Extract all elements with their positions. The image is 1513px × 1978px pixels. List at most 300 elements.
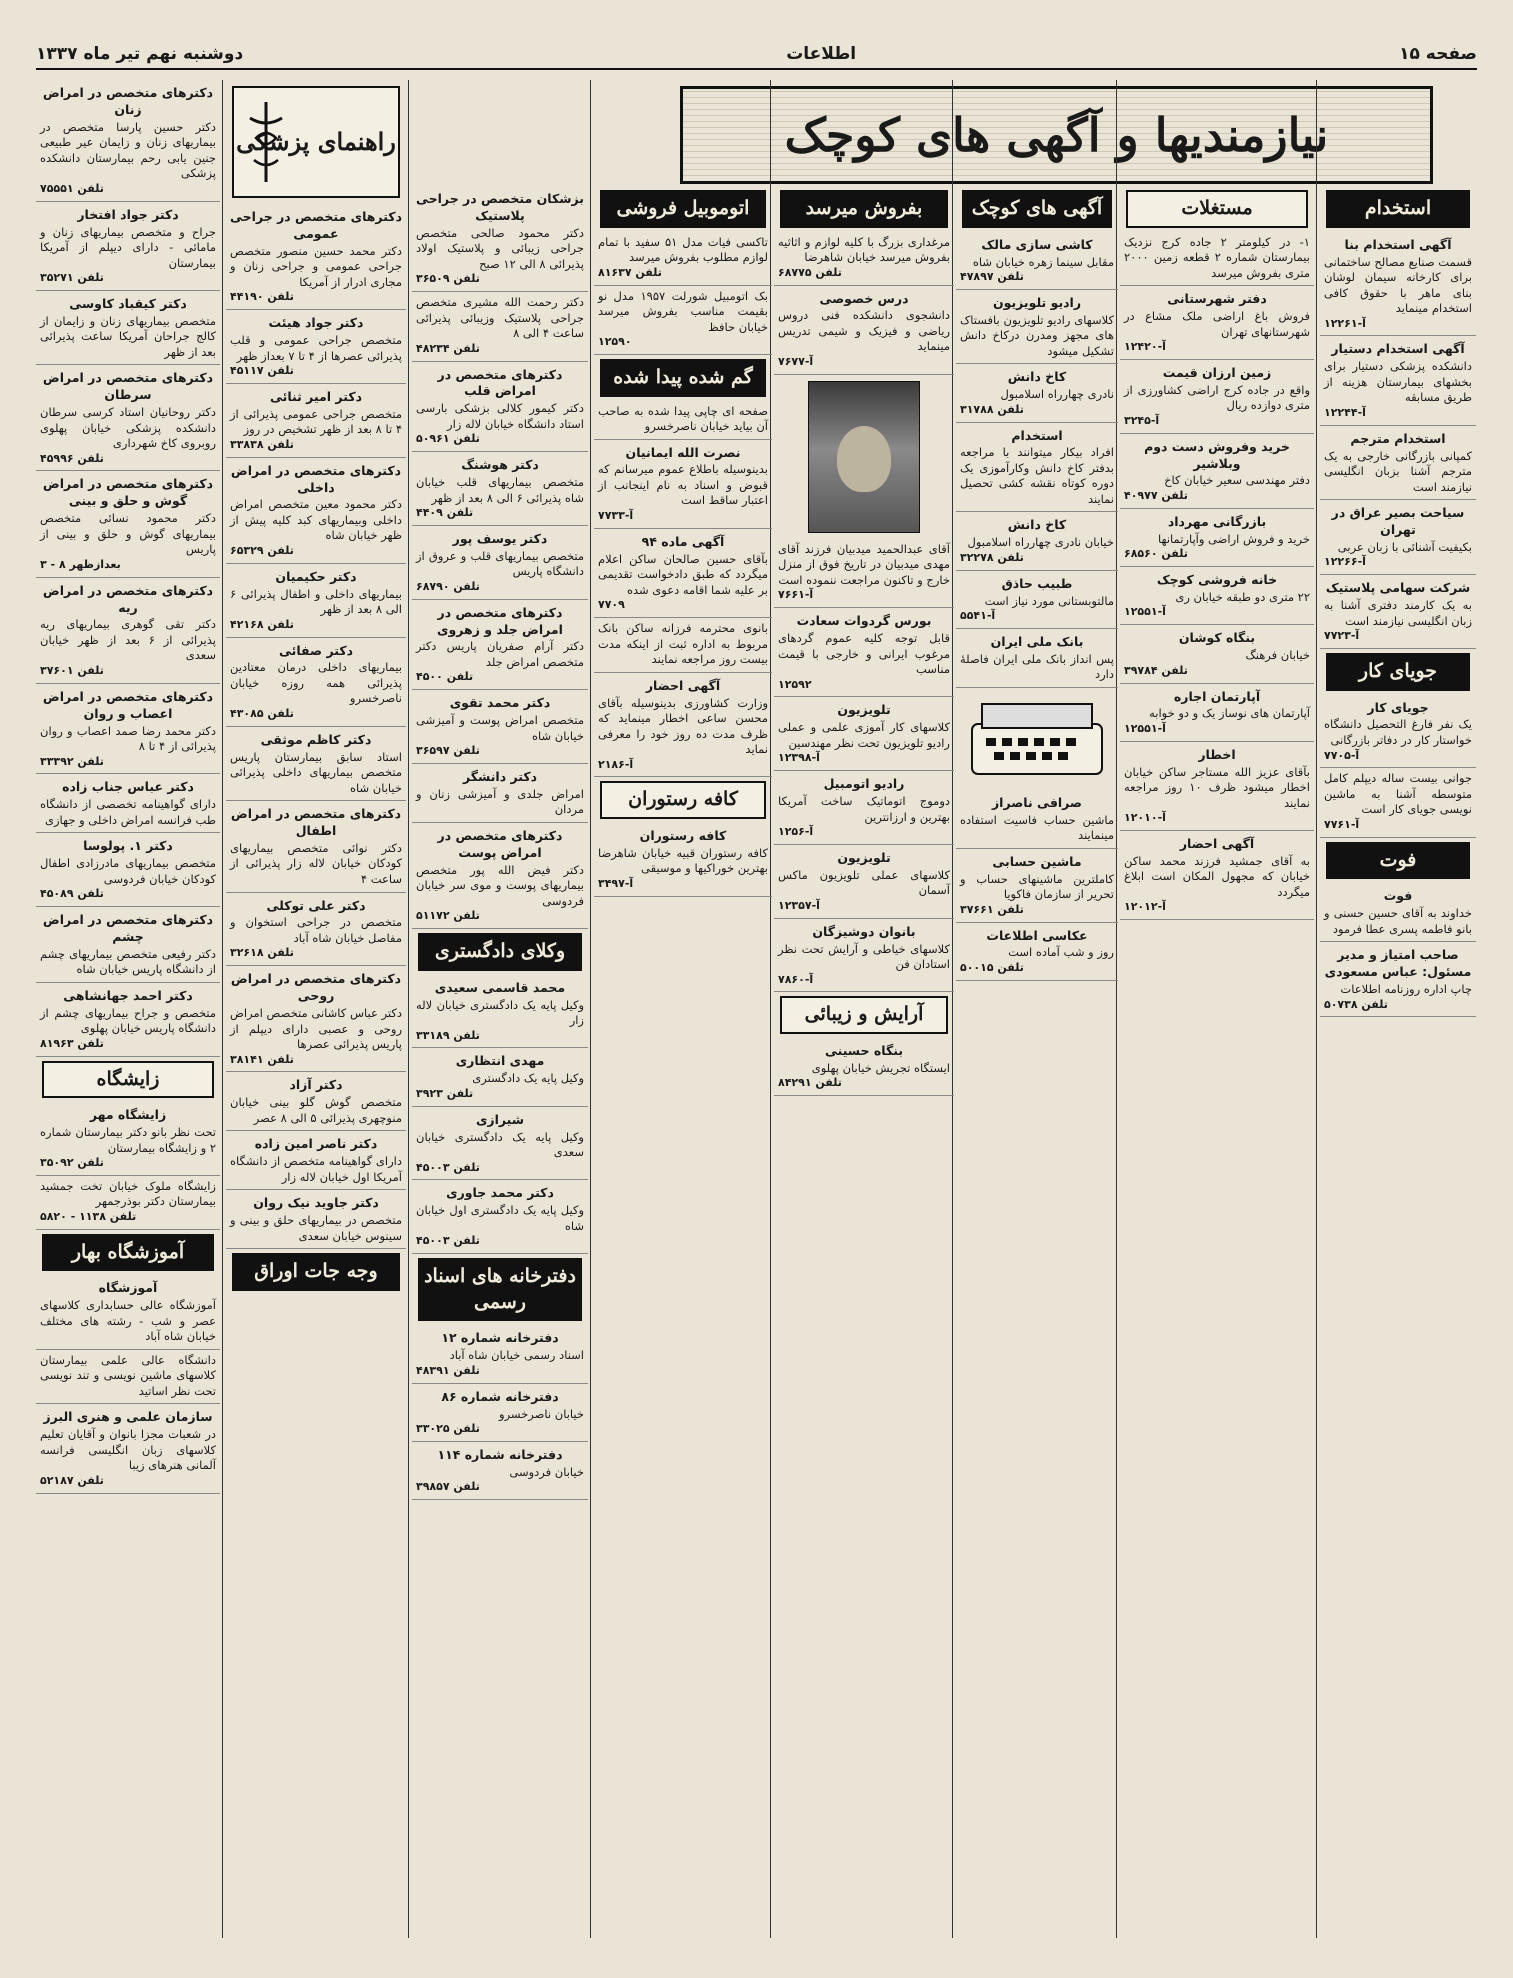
classified-ad bbox=[1320, 232, 1476, 337]
classified-ad bbox=[1120, 232, 1314, 287]
ad-text: بکیفیت آشنائی با زبان عربی bbox=[1337, 539, 1472, 554]
ad-phone: ۷۷۰۹ bbox=[598, 598, 625, 612]
ad-text: دانشجوی دانشکده فنی دروس ریاضی و فیزیک و شیمی تدریس مینماید bbox=[778, 308, 950, 354]
classified-ad bbox=[36, 365, 220, 471]
ad-heading: سازمان علمی و هنری البرز bbox=[43, 1409, 213, 1425]
ad-heading: دکترهای متخصص در امراض ریه bbox=[42, 582, 214, 615]
ad-phone: تلفن ۳۳۸۳۸ bbox=[230, 437, 294, 451]
section-title: نیازمندیها و آگهی های کوچک bbox=[680, 86, 1433, 184]
ad-heading: دکتر علی توکلی bbox=[266, 897, 366, 913]
ad-text: نادری چهارراه اسلامبول bbox=[1000, 387, 1114, 402]
ad-phone: آ-۱۲۰۱۲ bbox=[1124, 900, 1166, 914]
ad-text: به یک کارمند دفتری آشنا به زبان انگلیسی نیازمند است bbox=[1324, 598, 1472, 628]
ad-text: وکیل پایه یک دادگستری اول خیابان شاه bbox=[416, 1203, 584, 1233]
column-employment bbox=[1320, 186, 1476, 1938]
ad-heading: آگهی استخدام بنا bbox=[1344, 236, 1452, 252]
ad-phone: تلفن ۳۲۲۷۸ bbox=[960, 550, 1024, 564]
ad-text: پس انداز بانک ملی ایران فاصلهٔ دارد bbox=[960, 651, 1114, 682]
classified-ad bbox=[1320, 942, 1476, 1017]
column-for-sale bbox=[774, 186, 954, 1938]
classified-ad bbox=[226, 564, 406, 638]
ad-heading: دکتر ناصر امین زاده bbox=[254, 1136, 378, 1152]
classified-ad bbox=[36, 80, 220, 202]
banner-notaries: دفترخانه های اسناد رسمی bbox=[418, 1258, 582, 1321]
ad-heading: دکتر احمد جهانشاهی bbox=[63, 987, 193, 1003]
ad-phone: تلفن ۴۰۹۷۷ bbox=[1124, 488, 1188, 502]
classified-ad bbox=[412, 1384, 588, 1442]
classified-ad bbox=[594, 673, 772, 778]
banner-small-ads: آگهی های کوچک bbox=[962, 190, 1112, 228]
ad-text: مرغداری بزرگ با کلیه لوازم و اثاثیه بفروش میرسد خیابان شاهرضا bbox=[778, 234, 950, 265]
ad-phone: آ-۷۷۶۱ bbox=[1324, 817, 1360, 831]
classified-ad bbox=[226, 1072, 406, 1131]
ad-heading: آگهی احضار bbox=[645, 677, 721, 693]
classified-ad bbox=[226, 1190, 406, 1249]
ad-heading: آگهی ماده ۹۴ bbox=[641, 533, 725, 549]
classified-ad bbox=[594, 286, 772, 355]
ad-phone: تلفن ۳۷۶۶۱ bbox=[960, 902, 1024, 916]
ad-text: در شعبات مجزا بانوان و آقایان تعلیم کلاسهای زبان انگلیسی فرانسه آلمانی هنرهای زیبا bbox=[40, 1427, 216, 1473]
classified-ad bbox=[956, 790, 1118, 849]
ad-text: امراض جلدی و آمیزشی زنان و مردان bbox=[416, 786, 584, 817]
ad-phone: تلفن ۳۱۷۸۸ bbox=[960, 402, 1024, 416]
column-divider bbox=[408, 80, 409, 1938]
ad-heading: صاحب امتیاز و مدیر مسئول: عباس مسعودی bbox=[1324, 947, 1472, 980]
classified-ad bbox=[36, 833, 220, 907]
banner-real-estate: مستغلات bbox=[1126, 190, 1308, 228]
ad-phone: تلفن ۳۵۲۷۱ bbox=[40, 271, 104, 285]
ad-text: وکیل پایه یک دادگستری bbox=[472, 1071, 584, 1086]
banner-cafe: کافه رستوران bbox=[600, 781, 766, 819]
ad-phone: تلفن ۸۱۹۶۳ bbox=[40, 1036, 104, 1050]
column-doctors-1 bbox=[36, 80, 220, 1938]
ad-text: استاد سابق بیمارستان پاریس متخصص بیماریهای داخلی پذیرائی خیابان شاه bbox=[230, 749, 402, 795]
typewriter-illustration bbox=[956, 694, 1118, 784]
ad-heading: دکتر یوسف پور bbox=[452, 530, 548, 546]
column-divider bbox=[1316, 80, 1317, 1938]
ad-phone: آ-۷۸۶۰ bbox=[778, 972, 814, 986]
ad-text: اسناد رسمی خیابان شاه آباد bbox=[449, 1348, 584, 1363]
ad-phone: آ-۱۲۵۶ bbox=[778, 825, 814, 839]
ad-text: دارای گواهینامه تخصصی از دانشگاه طب فرانسه امراض داخلی و جهازی bbox=[40, 797, 216, 827]
ad-text: خرید و فروش اراضی وآپارتمانها bbox=[1158, 531, 1310, 546]
ad-phone: تلفن ۳۵۰۹۲ bbox=[40, 1156, 104, 1170]
ad-text: متخصص جراحی عمومی پذیرائی از ۴ تا ۸ بعد از ظهر تشخیص در روز bbox=[230, 406, 402, 437]
ad-text: متخصص در جراحی استخوان و مفاصل خیابان شاه آباد bbox=[230, 915, 402, 945]
classified-ad bbox=[1120, 742, 1314, 831]
ad-heading: بانک ملی ایران bbox=[990, 633, 1084, 649]
ad-heading: دفترخانه شماره ۱۲ bbox=[441, 1330, 559, 1346]
ad-text: دکتر حسین پارسا متخصص در بیماریهای زنان و زایمان عیر طبیعی جنین یابی رحم بیمارستان دانشکده پزشکی bbox=[40, 119, 216, 181]
ad-phone: آ-۷۶۷۷ bbox=[778, 354, 814, 368]
ad-text: خیابان ناصرخسرو bbox=[499, 1406, 584, 1421]
classified-ad bbox=[594, 401, 772, 440]
classified-ad bbox=[36, 684, 220, 775]
classified-ad bbox=[1320, 575, 1476, 649]
ad-phone: آ-۱۲۰۱۰ bbox=[1124, 811, 1166, 825]
classified-ad bbox=[594, 823, 772, 897]
ad-heading: زایشگاه مهر bbox=[89, 1107, 167, 1123]
ad-text: دوموج اتوماتیک ساخت آمریکا بهترین و ارزانترین bbox=[778, 794, 950, 824]
ad-text: بدینوسیله باطلاع عموم میرسانم که قبوض و اسناد به نام اینجانب از اعتبار ساقط است bbox=[598, 462, 768, 508]
ad-heading: رادیو تلویزیون bbox=[992, 294, 1082, 310]
classified-ad bbox=[36, 774, 220, 833]
ad-heading: استخدام bbox=[1011, 427, 1063, 443]
ad-text: خداوند به آقای حسین حسنی و بانو فاطمه پسری عطا فرمود bbox=[1324, 906, 1472, 936]
ad-text: بیماریهای داخلی و اطفال پذیرائی ۶ الی ۸ بعد از ظهر bbox=[230, 586, 402, 617]
ad-text: واقع در جاده کرج اراضی کشاورزی از متری دوازده ریال bbox=[1124, 382, 1310, 413]
ad-heading: محمد قاسمی سعیدی bbox=[434, 979, 566, 995]
ad-text: ایستگاه تجریش خیابان پهلوی bbox=[811, 1060, 950, 1075]
ad-heading: زمین ارزان قیمت bbox=[1162, 364, 1272, 380]
ad-phone: ۱۲۵۹۲ bbox=[778, 677, 812, 691]
ad-heading: دکتر آزاد bbox=[289, 1077, 343, 1093]
classified-ad bbox=[36, 1275, 220, 1349]
ad-phone: تلفن ۵۱۱۷۲ bbox=[416, 909, 480, 923]
ad-heading: دفتر شهرستانی bbox=[1167, 291, 1267, 307]
ad-heading: دکترهای متخصص در امراض اطفال bbox=[230, 806, 402, 839]
classified-ad bbox=[774, 1038, 954, 1096]
ad-heading: دکترهای متخصص در امراض سرطان bbox=[42, 370, 214, 403]
classified-ad bbox=[956, 512, 1118, 570]
medical-guide-logo: راهنمای پزشکی bbox=[232, 86, 400, 198]
ad-text: دکتر محمد حسین منصور متخصص جراحی عمومی و جراحی زنان و مجاری ادرار از آمریکا bbox=[230, 243, 402, 289]
ad-heading: دکترهای متخصص در امراض قلب bbox=[437, 366, 563, 399]
classified-ad bbox=[412, 600, 588, 691]
classified-ad bbox=[226, 1131, 406, 1190]
classified-ad bbox=[36, 907, 220, 983]
ad-text: کافه رستوران قبیه خیابان شاهرضا بهترین خوراکیها و موسیقی bbox=[598, 845, 768, 876]
ad-heading: نصرت الله ایمانیان bbox=[625, 444, 741, 460]
ad-text: دانشکده پزشکی دستیار برای بخشهای بیمارستان هزینه از طریق مسابقه bbox=[1324, 359, 1472, 405]
ad-text: صفحه ای چاپی پیدا شده به صاحب آن بیاید خیابان ناصرخسرو bbox=[598, 403, 768, 434]
classified-ad bbox=[956, 923, 1118, 981]
ad-text: فروش باغ اراضی ملک مشاع در شهرستانهای تهران bbox=[1124, 309, 1310, 339]
classified-ad bbox=[594, 440, 772, 529]
ad-heading: کافه رستوران bbox=[639, 828, 727, 844]
ad-text: کلاسهای عملی تلویزیون ماکس آسمان bbox=[778, 867, 950, 898]
classified-ad bbox=[226, 727, 406, 801]
ad-heading: آگهی احضار bbox=[1179, 836, 1255, 851]
ad-text: دکتر کیمور کلالی بزشکی بارسی استاد دانشگاه خیابان لاله زار bbox=[416, 401, 584, 431]
ad-text: متخصص گوش گلو بینی خیابان منوچهری پذیرائی ۵ الی ۸ عصر bbox=[230, 1095, 402, 1125]
classified-ad bbox=[412, 764, 588, 823]
ad-text: تحت نظر بانو دکتر بیمارستان شماره ۲ و زایشگاه بیمارستان bbox=[40, 1125, 216, 1155]
ad-phone: تلفن ۳۶۵۰۹ bbox=[416, 272, 480, 286]
classified-ad bbox=[1120, 567, 1314, 625]
ad-text: دکتر عباس کاشانی متخصص امراض روحی و عصبی دارای دیپلم از پاریس پذیرائی عصرها bbox=[230, 1006, 402, 1052]
classified-ad bbox=[36, 983, 220, 1057]
classified-ad bbox=[1320, 768, 1476, 837]
ad-heading: دکترهای متخصص در امراض اعصاب و روان bbox=[42, 688, 214, 721]
ad-text: کلاسهای رادیو تلویزیون بافستاک های مجهز ومدرن درکاخ دانش تشکیل میشود bbox=[960, 312, 1114, 358]
ad-text: بانوی محترمه فرزانه ساکن بانک مربوط به اداره ثبت از اینکه مدت بیست روز مراجعه نمایند bbox=[598, 621, 768, 667]
ad-phone: آ-۷۷۳۳ bbox=[598, 509, 634, 522]
ad-heading: دکترهای متخصص در امراض پوست bbox=[437, 827, 563, 860]
ad-heading: بانوان دوشیزگان bbox=[812, 923, 916, 939]
classified-ad bbox=[774, 539, 954, 608]
classified-ad bbox=[956, 364, 1118, 422]
ad-phone: تلفن ۴۲۱۶۸ bbox=[230, 617, 294, 631]
ad-heading: دکترهای متخصص در امراض چشم bbox=[42, 912, 214, 944]
column-divider bbox=[590, 80, 591, 1938]
ad-text: دکتر محمود صالحی متخصص جراحی زیبائی و پلاستیک اولاد پذیرائی ۸ الی ۱۲ صبح bbox=[416, 225, 584, 271]
ad-text: افراد بیکار میتوانند با مراجعه بدفتر کاخ دانش وکارآموزی یک دوره کوتاه نقشه کشی تحصیل نمایند bbox=[960, 445, 1114, 506]
ad-heading: دکتر جاوید نیک روان bbox=[253, 1195, 379, 1211]
ad-heading: طبیب حاذق bbox=[1001, 575, 1073, 591]
classified-ad bbox=[412, 1048, 588, 1106]
ad-phone: تلفن ۶۸۵۶۰ bbox=[1124, 547, 1188, 561]
ad-phone: تلفن ۴۵۱۱۷ bbox=[230, 364, 294, 378]
ad-phone: تلفن ۴۳۰۸۵ bbox=[230, 706, 294, 720]
ad-text: دکتر فیض الله پور متخصص بیماریهای پوست و موی سر خیابان فردوسی bbox=[416, 862, 584, 908]
classified-ad bbox=[956, 290, 1118, 364]
ad-phone: آ-۱۲۲۶۶ bbox=[1324, 555, 1366, 569]
classified-ad bbox=[774, 608, 954, 697]
banner-misc-services: وجه جات اوراق bbox=[232, 1253, 400, 1291]
classified-ad bbox=[956, 849, 1118, 923]
ad-text: متخصص جراحی عمومی و قلب پذیرائی عصرها از ۴ تا ۷ بعداز ظهر bbox=[230, 333, 402, 363]
banner-lawyers: وکلای دادگستری bbox=[418, 933, 582, 971]
ad-text: دکتر محمد رضا صمد اعصاب و روان پذیرائی از ۴ تا ۸ bbox=[40, 723, 216, 754]
ad-heading: سیاحت بصیر عراق در تهران bbox=[1331, 505, 1465, 537]
classified-ad bbox=[226, 638, 406, 727]
ad-text: یک نفر فارغ التحصیل دانشگاه خواستار کار در دفاتر بازرگانی bbox=[1324, 717, 1472, 747]
classified-ad bbox=[412, 1325, 588, 1383]
ad-text: متخصص امراض پوست و آمیزشی خیابان شاه bbox=[416, 713, 584, 743]
classified-ad bbox=[36, 578, 220, 684]
ad-text: خیابان فردوسی bbox=[509, 1464, 584, 1479]
ad-text: دکتر روحانیان استاد کرسی سرطان دانشکده پزشکی خیابان پهلوی روبروی کاخ شهرداری bbox=[40, 405, 216, 451]
ad-phone: تلفن ۳۹۷۸۴ bbox=[1124, 663, 1188, 677]
banner-lost-found: گم شده پیدا شده bbox=[600, 359, 766, 397]
classified-ad bbox=[412, 1180, 588, 1254]
ad-phone: تلفن ۴۸۳۹۱ bbox=[416, 1363, 480, 1377]
ad-phone: تلفن ۵۰۷۳۸ bbox=[1324, 997, 1388, 1011]
ad-text: بک اتومبیل شورلت ۱۹۵۷ مدل نو بقیمت مناسب بفروش میرسد خیابان حافظ bbox=[598, 288, 768, 334]
ad-text: دارای گواهینامه متخصص از دانشگاه آمریکا اول خیابان لاله زار bbox=[230, 1154, 402, 1184]
ad-heading: تلویزیون bbox=[837, 702, 891, 718]
ad-phone: تلفن ۳۳۱۸۹ bbox=[416, 1028, 480, 1042]
ad-text: خیابان فرهنگ bbox=[1245, 648, 1310, 663]
ad-heading: استخدام مترجم bbox=[1350, 430, 1446, 446]
ad-heading: بزشکان متخصص در جراحی پلاستیک bbox=[415, 191, 584, 223]
ad-text: تاکسی فیات مدل ۵۱ سفید با تمام لوازم مطلوب بفروش میرسد bbox=[598, 234, 768, 265]
ad-phone: تلفن ۳۳۳۹۲ bbox=[40, 754, 104, 768]
classified-ad bbox=[412, 186, 588, 292]
classified-ad bbox=[226, 966, 406, 1072]
classified-ad bbox=[774, 771, 954, 845]
classified-ad bbox=[412, 690, 588, 764]
ad-text: قابل توجه کلیه عموم گردهای مرغوب ایرانی و خارجی با قیمت مناسب bbox=[778, 631, 950, 677]
classified-ad bbox=[1120, 434, 1314, 509]
classified-ad bbox=[36, 1350, 220, 1405]
ad-text: خیابان نادری چهارراه اسلامبول bbox=[967, 535, 1114, 550]
classified-ad bbox=[774, 697, 954, 771]
ad-text: دکتر محمود معین متخصص امراض داخلی وبیماریهای کبد کلیه پیش از ظهر خیابان شاه bbox=[230, 497, 402, 543]
ad-phone: تلفن ۸۴۲۹۱ bbox=[778, 1076, 842, 1090]
ad-heading: دفترخانه شماره ۱۱۴ bbox=[437, 1446, 563, 1462]
ad-heading: جویای کار bbox=[1367, 699, 1429, 715]
classified-ad bbox=[1120, 360, 1314, 434]
ad-heading: دکترهای متخصص در امراض گوش و حلق و بینی bbox=[42, 476, 214, 509]
ad-phone: آ-۷۷۲۳ bbox=[1324, 629, 1360, 643]
ad-phone: تلفن ۵۲۱۸۷ bbox=[40, 1473, 104, 1487]
ad-text: متخصص بیماریهای زنان و زایمان از کالج جراحان آمریکا ساعت پذیرائی بعد از ظهر bbox=[40, 313, 216, 359]
ad-text: بآقای عزیز الله مستاجر ساکن خیابان اخطار میشود ظرف ۱۰ روز مراجعه نمایند bbox=[1124, 764, 1310, 810]
classified-ad bbox=[36, 1102, 220, 1176]
classified-ad bbox=[226, 310, 406, 384]
ad-text: کاملترین ماشینهای حساب و تحریر از سازمان فاکویا bbox=[960, 871, 1114, 902]
ad-phone: آ-۷۶۶۱ bbox=[778, 588, 814, 602]
caduceus-icon bbox=[244, 98, 288, 184]
ad-heading: آموزشگاه bbox=[98, 1280, 158, 1296]
ad-heading: کاخ دانش bbox=[1007, 517, 1067, 533]
ad-phone: تلفن ۴۵۰۰ bbox=[416, 670, 474, 684]
ad-heading: دکتر کیقباد کاوسی bbox=[69, 295, 187, 311]
ad-phone: تلفن ۳۳۰۲۵ bbox=[416, 1422, 480, 1436]
ad-text: جوانی بیست ساله دیپلم کامل متوسطه آشنا به ماشین نویسی جویای کار است bbox=[1324, 771, 1472, 817]
ad-text: قسمت صنایع مصالح ساختمانی برای کارخانه سیمان لوشان بنای ماهر با حقوق کافی استخدام مینماید bbox=[1324, 254, 1472, 316]
ad-phone: آ-۳۲۴۵ bbox=[1124, 413, 1160, 427]
classified-ad bbox=[594, 232, 772, 286]
classified-ad bbox=[594, 529, 772, 618]
column-real-estate bbox=[1120, 186, 1314, 1938]
ad-heading: دفترخانه شماره ۸۶ bbox=[441, 1388, 559, 1404]
ad-heading: خرید وفروش دست دوم وبلاشیر bbox=[1144, 438, 1290, 471]
ad-text: آموزشگاه عالی حسابداری کلاسهای عصر و شب - رشته های مختلف خیابان شاه آباد bbox=[40, 1298, 216, 1344]
ad-heading: شیرازی bbox=[475, 1111, 525, 1127]
classified-ad bbox=[1120, 831, 1314, 920]
ad-heading: دکتر محمد تقوی bbox=[449, 695, 551, 711]
ad-phone: تلفن ۴۵۹۹۶ bbox=[40, 451, 104, 465]
banner-obituary: فوت bbox=[1326, 842, 1470, 880]
ad-text: روز و شب آماده است bbox=[1008, 945, 1114, 960]
ad-phone: آ-۱۲۳۵۷ bbox=[778, 898, 820, 912]
ad-text: وزارت کشاورزی بدینوسیله بآقای محسن ساعی اخطار مینماید که ظرف مدت ده روز خود را معرفی نماید bbox=[598, 695, 768, 757]
ad-text: متخصص بیماریهای مادرزادی اطفال کودکان خیابان فردوسی bbox=[40, 856, 216, 886]
ad-phone: تلفن ۴۷۸۹۷ bbox=[960, 270, 1024, 284]
ad-heading: دکترهای متخصص در امراض روحی bbox=[230, 971, 402, 1004]
ad-heading: شرکت سهامی پلاستیک bbox=[1325, 580, 1471, 596]
ad-phone: تلفن ۶۸۷۹۰ bbox=[416, 579, 480, 593]
page-header bbox=[36, 40, 1477, 70]
classified-ad bbox=[412, 452, 588, 526]
ad-phone: بعدازظهر ۸ - ۳ bbox=[40, 557, 121, 571]
ad-heading: بنگاه کوشان bbox=[1178, 630, 1256, 646]
ad-text: دفتر مهندسی سعیر خیابان کاخ bbox=[1164, 473, 1310, 488]
ad-text: دکتر رحمت الله مشیری متخصص جراحی پلاستیک وزیبائی پذیرائی ساعت ۴ الی ۸ bbox=[416, 295, 584, 341]
ad-heading: تلویزیون bbox=[837, 849, 891, 865]
classified-ad bbox=[226, 204, 406, 310]
ad-text: وکیل پایه یک دادگستری خیابان سعدی bbox=[416, 1129, 584, 1160]
ad-phone: آ-۱۲۳۹۸ bbox=[778, 751, 820, 765]
classified-ad bbox=[36, 1404, 220, 1493]
classified-ad bbox=[412, 526, 588, 600]
ad-text: متخصص بیماریهای قلب خیابان شاه پذیرائی ۶ الی ۸ بعد از ظهر bbox=[416, 475, 584, 505]
ad-text: دکتر رفیعی متخصص بیماریهای چشم از دانشگاه پاریس خیابان شاه bbox=[40, 946, 216, 977]
ad-heading: دکتر جواد افتخار bbox=[77, 206, 179, 222]
classified-ad bbox=[1320, 336, 1476, 425]
classified-ad bbox=[594, 618, 772, 673]
ad-phone: تلفن ۳۸۱۴۱ bbox=[230, 1052, 294, 1066]
classified-ad bbox=[36, 1176, 220, 1230]
ad-heading: آگهی استخدام دستیار bbox=[1331, 341, 1465, 357]
ad-heading: رادیو اتومبیل bbox=[823, 776, 905, 792]
ad-text: ماشین حساب فاسیت استفاده مینمایند bbox=[960, 812, 1114, 843]
ad-phone: تلفن ۴۴۰۹ bbox=[416, 506, 474, 520]
classified-ad bbox=[226, 801, 406, 892]
ad-phone: تلفن ۵۰۰۱۵ bbox=[960, 960, 1024, 974]
classified-ad bbox=[1320, 426, 1476, 500]
classified-ad bbox=[412, 292, 588, 361]
ad-phone: تلفن ۶۵۳۲۹ bbox=[230, 543, 294, 557]
paper-name: اطلاعات bbox=[786, 44, 857, 64]
ad-heading: دکتر جواد هیئت bbox=[268, 315, 364, 331]
ad-phone: آ-۱۲۵۵۱ bbox=[1124, 721, 1166, 735]
ad-heading: خانه فروشی کوچک bbox=[1156, 572, 1278, 588]
ad-heading: دکتر امیر ثنائی bbox=[270, 388, 362, 404]
classified-ad bbox=[412, 362, 588, 453]
classified-ad bbox=[956, 423, 1118, 513]
ad-heading: دکترهای متخصص در جراحی عمومی bbox=[230, 209, 402, 241]
ad-heading: بازرگانی مهرداد bbox=[1167, 513, 1267, 529]
classified-ad bbox=[226, 384, 406, 458]
classified-ad bbox=[412, 1442, 588, 1500]
ad-phone: تلفن ۵۰۹۶۱ bbox=[416, 432, 480, 446]
ad-heading: دکتر محمد جاوری bbox=[446, 1185, 554, 1201]
ad-text: چاپ اداره روزنامه اطلاعات bbox=[1340, 982, 1472, 997]
classified-ad bbox=[226, 893, 406, 967]
ad-phone: آ-۵۵۴۱ bbox=[960, 609, 996, 623]
ad-heading: کاخ دانش bbox=[1007, 369, 1067, 385]
column-divider bbox=[222, 80, 223, 1938]
ad-phone: آ-۷۷۰۵ bbox=[1324, 748, 1360, 762]
ad-phone: تلفن ۴۵۰۸۹ bbox=[40, 887, 104, 901]
ad-heading: کاشی سازی مالک bbox=[981, 236, 1093, 252]
ad-text: بآقای حسین صالحان ساکن اعلام میگردد که طبق دادخواست تقدیمی بر علیه شما اقامه دعوی شده bbox=[598, 551, 768, 597]
ad-text: وکیل پایه یک دادگستری خیابان لاله زار bbox=[416, 997, 584, 1028]
ad-text: جراح و متخصص بیماریهای زنان و مامائی - دارای دیپلم از آمریکا بیمارستان bbox=[40, 224, 216, 270]
ad-phone: تلفن ۴۴۱۹۰ bbox=[230, 290, 294, 304]
ad-text: کلاسهای کار آموزی علمی و عملی رادیو تلویزیون تحت نظر مهندسین bbox=[778, 720, 950, 750]
ad-text: دکتر محمود نسائی متخصص بیماریهای گوش و حلق و بینی از پاریس bbox=[40, 511, 216, 557]
classified-ad bbox=[956, 629, 1118, 688]
classified-ad bbox=[226, 458, 406, 564]
ad-text: آپارتمان های نوساز یک و دو خوابه bbox=[1149, 706, 1310, 721]
ad-phone: آ-۱۲۵۵۱ bbox=[1124, 605, 1166, 619]
ad-heading: بورس گردوات سعادت bbox=[796, 613, 932, 629]
face-shape bbox=[837, 426, 891, 492]
ad-heading: دکتر عباس جناب زاده bbox=[62, 779, 194, 795]
classified-ad bbox=[1120, 286, 1314, 360]
classified-ad bbox=[1320, 883, 1476, 942]
column-doctors-3 bbox=[412, 186, 588, 1938]
ad-heading: ماشین حسابی bbox=[992, 853, 1082, 869]
ad-text: متخصص بیماریهای قلب و عروق از دانشگاه پاریس bbox=[416, 548, 584, 579]
ad-phone: تلفن ۴۵۰۰۳ bbox=[416, 1234, 480, 1248]
ad-text: دانشگاه عالی علمی بیمارستان کلاسهای ماشین نویسی و تند نویسی تحت نظر اساتید bbox=[40, 1352, 216, 1398]
banner-beauty: آرایش و زیبائی bbox=[780, 996, 948, 1034]
ad-phone: تلفن ۶۸۷۷۵ bbox=[778, 265, 842, 279]
ad-phone: آ-۳۴۹۷ bbox=[598, 876, 634, 890]
ad-heading: دکترهای متخصص در امراض داخلی bbox=[230, 462, 402, 495]
issue-date: دوشنبه نهم تیر ماه ۱۳۳۷ bbox=[36, 44, 244, 64]
banner-job-seekers: جویای کار bbox=[1326, 653, 1470, 691]
ad-phone: تلفن ۳۹۸۵۷ bbox=[416, 1480, 480, 1494]
column-doctors-2 bbox=[226, 80, 406, 1938]
column-cars-lost bbox=[594, 186, 772, 1938]
